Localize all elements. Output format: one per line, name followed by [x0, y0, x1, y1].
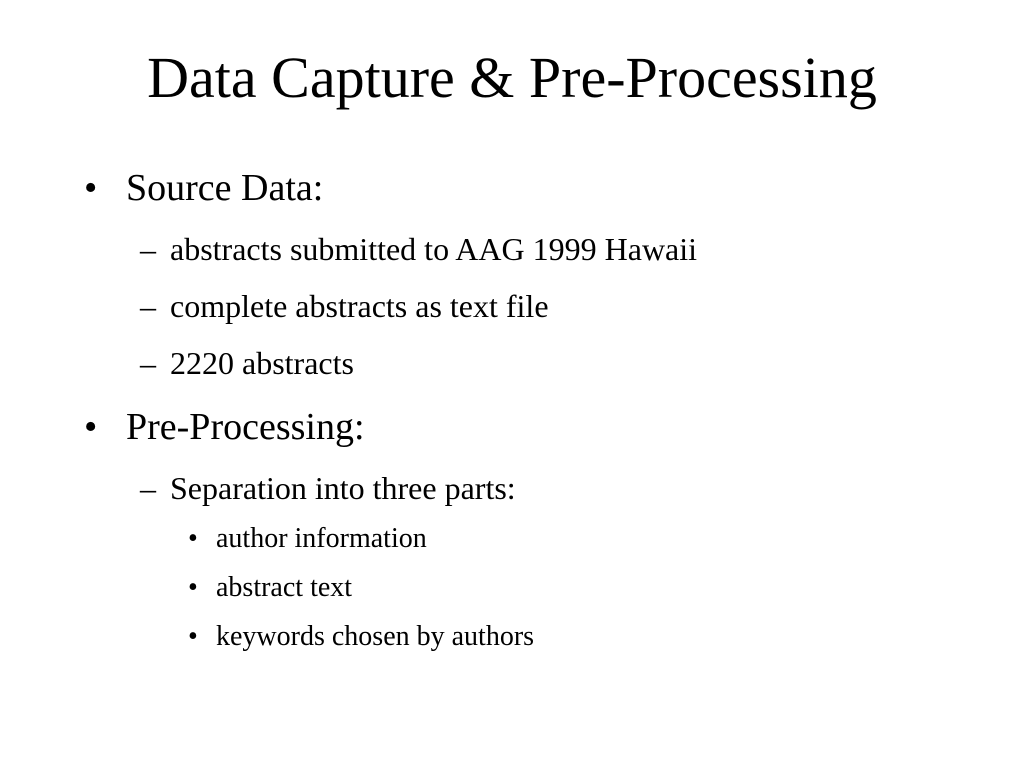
subitem-aag-abstracts: [140, 230, 697, 268]
subitem-label: abstracts submitted to AAG 1999 Hawaii: [170, 231, 698, 267]
bullet-source-data: [84, 166, 323, 210]
subitem-label: Separation into three parts:: [170, 470, 516, 506]
bullet-icon: •: [84, 167, 98, 209]
subitem-label: complete abstracts as text file: [170, 288, 549, 324]
slide-title: Data Capture & Pre-Processing: [147, 45, 877, 110]
dash-icon: –: [140, 231, 156, 267]
bullet-icon: •: [84, 406, 98, 448]
subitem-text-file: [140, 287, 549, 325]
subsubitem-abstract-text: [188, 572, 352, 604]
dash-icon: –: [140, 288, 156, 324]
bullet-label: Source Data:: [126, 167, 324, 209]
subsubitem-label: keywords chosen by authors: [216, 621, 535, 652]
subsubitem-label: author information: [216, 523, 427, 554]
subitem-label: 2220 abstracts: [170, 345, 354, 381]
subitem-abstract-count: [140, 344, 354, 382]
bullet-label: Pre-Processing:: [126, 406, 365, 448]
dash-icon: –: [140, 470, 156, 506]
dash-icon: –: [140, 345, 156, 381]
bullet-icon: •: [188, 621, 198, 652]
subitem-separation: [140, 469, 516, 507]
bullet-pre-processing: [84, 405, 365, 449]
bullet-icon: •: [188, 572, 198, 603]
bullet-icon: •: [188, 523, 198, 554]
subsubitem-label: abstract text: [216, 572, 353, 603]
subsubitem-author-information: [188, 523, 427, 555]
subsubitem-keywords: [188, 621, 534, 653]
